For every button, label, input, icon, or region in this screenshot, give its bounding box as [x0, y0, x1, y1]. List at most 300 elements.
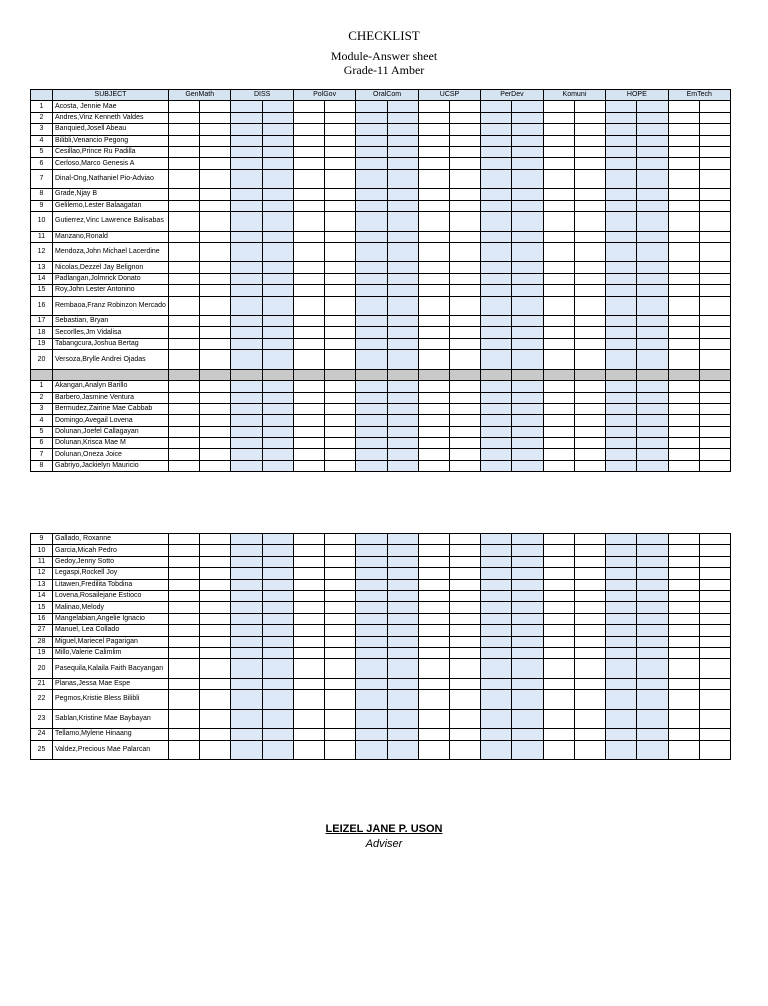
check-cell-polgov[interactable]	[293, 545, 324, 556]
check-cell-polgov[interactable]	[325, 338, 356, 349]
check-cell-emtech[interactable]	[699, 285, 730, 296]
check-cell-diss[interactable]	[231, 338, 262, 349]
check-cell-polgov[interactable]	[325, 647, 356, 658]
check-cell-diss[interactable]	[231, 740, 262, 760]
check-cell-perdev[interactable]	[481, 338, 512, 349]
check-cell-hope[interactable]	[637, 169, 668, 189]
check-cell-emtech[interactable]	[699, 556, 730, 567]
check-cell-oralcom[interactable]	[356, 135, 387, 146]
check-cell-komuni[interactable]	[543, 590, 574, 601]
check-cell-hope[interactable]	[637, 426, 668, 437]
check-cell-polgov[interactable]	[325, 392, 356, 403]
check-cell-perdev[interactable]	[481, 678, 512, 689]
check-cell-hope[interactable]	[606, 625, 637, 636]
check-cell-polgov[interactable]	[325, 659, 356, 679]
check-cell-diss[interactable]	[231, 556, 262, 567]
check-cell-ucsp[interactable]	[450, 146, 481, 157]
check-cell-genmath[interactable]	[200, 426, 231, 437]
check-cell-perdev[interactable]	[481, 146, 512, 157]
check-cell-genmath[interactable]	[169, 556, 200, 567]
check-cell-komuni[interactable]	[543, 158, 574, 169]
check-cell-ucsp[interactable]	[418, 590, 449, 601]
check-cell-komuni[interactable]	[543, 534, 574, 545]
check-cell-genmath[interactable]	[200, 189, 231, 200]
check-cell-hope[interactable]	[637, 636, 668, 647]
check-cell-genmath[interactable]	[169, 285, 200, 296]
check-cell-polgov[interactable]	[325, 200, 356, 211]
check-cell-hope[interactable]	[606, 392, 637, 403]
check-cell-perdev[interactable]	[512, 158, 543, 169]
check-cell-oralcom[interactable]	[387, 169, 418, 189]
check-cell-perdev[interactable]	[481, 709, 512, 729]
check-cell-komuni[interactable]	[574, 296, 605, 316]
check-cell-ucsp[interactable]	[418, 212, 449, 232]
check-cell-ucsp[interactable]	[418, 273, 449, 284]
check-cell-oralcom[interactable]	[387, 590, 418, 601]
check-cell-ucsp[interactable]	[449, 602, 480, 613]
check-cell-genmath[interactable]	[169, 534, 200, 545]
check-cell-polgov[interactable]	[293, 392, 324, 403]
check-cell-emtech[interactable]	[699, 296, 730, 316]
check-cell-hope[interactable]	[606, 327, 637, 338]
check-cell-oralcom[interactable]	[356, 189, 387, 200]
check-cell-perdev[interactable]	[512, 545, 543, 556]
check-cell-genmath[interactable]	[169, 296, 200, 316]
check-cell-diss[interactable]	[231, 568, 262, 579]
check-cell-ucsp[interactable]	[418, 659, 449, 679]
check-cell-diss[interactable]	[262, 296, 293, 316]
check-cell-oralcom[interactable]	[356, 296, 387, 316]
check-cell-ucsp[interactable]	[418, 101, 449, 112]
check-cell-komuni[interactable]	[543, 146, 574, 157]
check-cell-hope[interactable]	[606, 545, 637, 556]
check-cell-oralcom[interactable]	[356, 242, 387, 262]
check-cell-hope[interactable]	[637, 602, 668, 613]
check-cell-diss[interactable]	[262, 285, 293, 296]
check-cell-ucsp[interactable]	[418, 262, 449, 273]
check-cell-emtech[interactable]	[668, 231, 699, 242]
check-cell-hope[interactable]	[606, 678, 637, 689]
check-cell-oralcom[interactable]	[356, 101, 387, 112]
check-cell-diss[interactable]	[262, 625, 293, 636]
check-cell-komuni[interactable]	[574, 636, 605, 647]
check-cell-diss[interactable]	[231, 200, 262, 211]
check-cell-perdev[interactable]	[481, 316, 512, 327]
check-cell-polgov[interactable]	[325, 602, 356, 613]
check-cell-perdev[interactable]	[481, 625, 512, 636]
check-cell-hope[interactable]	[637, 729, 668, 740]
check-cell-perdev[interactable]	[512, 590, 543, 601]
check-cell-emtech[interactable]	[668, 338, 699, 349]
check-cell-emtech[interactable]	[699, 189, 730, 200]
check-cell-komuni[interactable]	[574, 392, 605, 403]
check-cell-ucsp[interactable]	[450, 101, 481, 112]
check-cell-polgov[interactable]	[325, 158, 356, 169]
check-cell-genmath[interactable]	[200, 169, 231, 189]
check-cell-diss[interactable]	[231, 659, 262, 679]
check-cell-perdev[interactable]	[512, 273, 543, 284]
check-cell-oralcom[interactable]	[387, 690, 418, 710]
check-cell-komuni[interactable]	[574, 568, 605, 579]
check-cell-ucsp[interactable]	[450, 112, 481, 123]
check-cell-perdev[interactable]	[512, 124, 543, 135]
check-cell-diss[interactable]	[231, 579, 262, 590]
check-cell-oralcom[interactable]	[387, 112, 418, 123]
check-cell-polgov[interactable]	[293, 135, 324, 146]
check-cell-ucsp[interactable]	[418, 740, 449, 760]
check-cell-oralcom[interactable]	[356, 231, 387, 242]
check-cell-perdev[interactable]	[481, 568, 512, 579]
check-cell-polgov[interactable]	[293, 158, 324, 169]
check-cell-hope[interactable]	[606, 135, 637, 146]
check-cell-komuni[interactable]	[574, 449, 605, 460]
check-cell-ucsp[interactable]	[418, 449, 449, 460]
check-cell-ucsp[interactable]	[449, 556, 480, 567]
check-cell-polgov[interactable]	[325, 112, 356, 123]
check-cell-genmath[interactable]	[169, 101, 200, 112]
check-cell-genmath[interactable]	[169, 231, 200, 242]
check-cell-komuni[interactable]	[543, 135, 574, 146]
check-cell-oralcom[interactable]	[387, 534, 418, 545]
check-cell-oralcom[interactable]	[387, 146, 418, 157]
check-cell-ucsp[interactable]	[450, 169, 481, 189]
check-cell-emtech[interactable]	[699, 678, 730, 689]
check-cell-polgov[interactable]	[325, 438, 356, 449]
check-cell-komuni[interactable]	[543, 169, 574, 189]
check-cell-diss[interactable]	[231, 534, 262, 545]
check-cell-komuni[interactable]	[574, 273, 605, 284]
check-cell-genmath[interactable]	[169, 112, 200, 123]
check-cell-komuni[interactable]	[574, 690, 605, 710]
check-cell-komuni[interactable]	[543, 415, 574, 426]
check-cell-perdev[interactable]	[481, 460, 512, 471]
check-cell-diss[interactable]	[262, 613, 293, 624]
check-cell-ucsp[interactable]	[418, 729, 449, 740]
check-cell-hope[interactable]	[606, 212, 637, 232]
check-cell-genmath[interactable]	[169, 449, 200, 460]
check-cell-hope[interactable]	[606, 709, 637, 729]
check-cell-perdev[interactable]	[512, 415, 543, 426]
check-cell-polgov[interactable]	[325, 327, 356, 338]
check-cell-genmath[interactable]	[169, 350, 200, 370]
check-cell-genmath[interactable]	[169, 135, 200, 146]
check-cell-polgov[interactable]	[325, 460, 356, 471]
check-cell-emtech[interactable]	[699, 636, 730, 647]
check-cell-hope[interactable]	[637, 146, 668, 157]
check-cell-ucsp[interactable]	[449, 534, 480, 545]
check-cell-polgov[interactable]	[293, 678, 324, 689]
check-cell-oralcom[interactable]	[387, 242, 418, 262]
check-cell-genmath[interactable]	[200, 381, 231, 392]
check-cell-oralcom[interactable]	[387, 709, 418, 729]
check-cell-oralcom[interactable]	[356, 438, 387, 449]
check-cell-genmath[interactable]	[200, 316, 231, 327]
check-cell-oralcom[interactable]	[387, 449, 418, 460]
check-cell-hope[interactable]	[606, 285, 637, 296]
check-cell-perdev[interactable]	[512, 381, 543, 392]
check-cell-komuni[interactable]	[543, 709, 574, 729]
check-cell-polgov[interactable]	[325, 124, 356, 135]
check-cell-perdev[interactable]	[512, 579, 543, 590]
check-cell-oralcom[interactable]	[356, 415, 387, 426]
check-cell-genmath[interactable]	[169, 200, 200, 211]
check-cell-komuni[interactable]	[574, 124, 605, 135]
check-cell-genmath[interactable]	[200, 273, 231, 284]
check-cell-oralcom[interactable]	[356, 690, 387, 710]
check-cell-emtech[interactable]	[668, 262, 699, 273]
check-cell-hope[interactable]	[606, 189, 637, 200]
check-cell-oralcom[interactable]	[387, 579, 418, 590]
check-cell-emtech[interactable]	[699, 740, 730, 760]
check-cell-ucsp[interactable]	[418, 392, 449, 403]
check-cell-polgov[interactable]	[325, 381, 356, 392]
check-cell-hope[interactable]	[606, 350, 637, 370]
check-cell-emtech[interactable]	[668, 296, 699, 316]
check-cell-ucsp[interactable]	[418, 568, 449, 579]
check-cell-diss[interactable]	[231, 678, 262, 689]
check-cell-perdev[interactable]	[481, 112, 512, 123]
check-cell-genmath[interactable]	[200, 212, 231, 232]
check-cell-komuni[interactable]	[574, 169, 605, 189]
check-cell-ucsp[interactable]	[418, 534, 449, 545]
check-cell-genmath[interactable]	[169, 262, 200, 273]
check-cell-oralcom[interactable]	[356, 647, 387, 658]
check-cell-hope[interactable]	[637, 350, 668, 370]
check-cell-genmath[interactable]	[200, 124, 231, 135]
check-cell-emtech[interactable]	[699, 200, 730, 211]
check-cell-komuni[interactable]	[574, 415, 605, 426]
check-cell-komuni[interactable]	[574, 426, 605, 437]
check-cell-polgov[interactable]	[325, 262, 356, 273]
check-cell-genmath[interactable]	[169, 124, 200, 135]
check-cell-polgov[interactable]	[293, 273, 324, 284]
check-cell-emtech[interactable]	[668, 545, 699, 556]
check-cell-diss[interactable]	[262, 415, 293, 426]
check-cell-emtech[interactable]	[699, 231, 730, 242]
check-cell-ucsp[interactable]	[450, 296, 481, 316]
check-cell-ucsp[interactable]	[450, 392, 481, 403]
check-cell-diss[interactable]	[231, 112, 262, 123]
check-cell-diss[interactable]	[231, 124, 262, 135]
check-cell-komuni[interactable]	[574, 545, 605, 556]
check-cell-ucsp[interactable]	[418, 285, 449, 296]
check-cell-komuni[interactable]	[543, 285, 574, 296]
check-cell-perdev[interactable]	[512, 690, 543, 710]
check-cell-oralcom[interactable]	[356, 381, 387, 392]
check-cell-oralcom[interactable]	[356, 200, 387, 211]
check-cell-ucsp[interactable]	[418, 647, 449, 658]
check-cell-oralcom[interactable]	[387, 647, 418, 658]
check-cell-komuni[interactable]	[574, 625, 605, 636]
check-cell-ucsp[interactable]	[418, 613, 449, 624]
check-cell-polgov[interactable]	[293, 659, 324, 679]
check-cell-diss[interactable]	[231, 158, 262, 169]
check-cell-komuni[interactable]	[543, 556, 574, 567]
check-cell-ucsp[interactable]	[418, 112, 449, 123]
check-cell-diss[interactable]	[262, 690, 293, 710]
check-cell-oralcom[interactable]	[356, 212, 387, 232]
check-cell-genmath[interactable]	[200, 647, 231, 658]
check-cell-genmath[interactable]	[169, 273, 200, 284]
check-cell-emtech[interactable]	[699, 426, 730, 437]
check-cell-polgov[interactable]	[293, 338, 324, 349]
check-cell-hope[interactable]	[637, 124, 668, 135]
check-cell-oralcom[interactable]	[356, 556, 387, 567]
check-cell-emtech[interactable]	[699, 460, 730, 471]
check-cell-ucsp[interactable]	[449, 659, 480, 679]
check-cell-emtech[interactable]	[668, 460, 699, 471]
check-cell-perdev[interactable]	[481, 212, 512, 232]
check-cell-perdev[interactable]	[481, 590, 512, 601]
check-cell-ucsp[interactable]	[450, 381, 481, 392]
check-cell-perdev[interactable]	[481, 659, 512, 679]
check-cell-hope[interactable]	[606, 690, 637, 710]
check-cell-komuni[interactable]	[543, 316, 574, 327]
check-cell-komuni[interactable]	[574, 590, 605, 601]
check-cell-perdev[interactable]	[512, 659, 543, 679]
check-cell-ucsp[interactable]	[450, 135, 481, 146]
check-cell-polgov[interactable]	[293, 316, 324, 327]
check-cell-emtech[interactable]	[699, 709, 730, 729]
check-cell-diss[interactable]	[231, 613, 262, 624]
check-cell-genmath[interactable]	[200, 296, 231, 316]
check-cell-polgov[interactable]	[325, 273, 356, 284]
check-cell-diss[interactable]	[231, 647, 262, 658]
check-cell-ucsp[interactable]	[418, 636, 449, 647]
check-cell-polgov[interactable]	[325, 625, 356, 636]
check-cell-emtech[interactable]	[668, 678, 699, 689]
check-cell-oralcom[interactable]	[356, 740, 387, 760]
check-cell-oralcom[interactable]	[387, 158, 418, 169]
check-cell-hope[interactable]	[606, 438, 637, 449]
check-cell-hope[interactable]	[606, 146, 637, 157]
check-cell-oralcom[interactable]	[356, 112, 387, 123]
check-cell-emtech[interactable]	[699, 112, 730, 123]
check-cell-genmath[interactable]	[169, 729, 200, 740]
check-cell-komuni[interactable]	[574, 112, 605, 123]
check-cell-hope[interactable]	[606, 231, 637, 242]
check-cell-hope[interactable]	[606, 460, 637, 471]
check-cell-polgov[interactable]	[325, 534, 356, 545]
check-cell-genmath[interactable]	[200, 678, 231, 689]
check-cell-oralcom[interactable]	[356, 350, 387, 370]
check-cell-oralcom[interactable]	[387, 415, 418, 426]
check-cell-diss[interactable]	[262, 169, 293, 189]
check-cell-hope[interactable]	[606, 273, 637, 284]
check-cell-genmath[interactable]	[200, 579, 231, 590]
check-cell-hope[interactable]	[637, 690, 668, 710]
check-cell-ucsp[interactable]	[449, 590, 480, 601]
check-cell-polgov[interactable]	[325, 242, 356, 262]
check-cell-polgov[interactable]	[325, 285, 356, 296]
check-cell-oralcom[interactable]	[356, 460, 387, 471]
check-cell-komuni[interactable]	[574, 350, 605, 370]
check-cell-emtech[interactable]	[668, 381, 699, 392]
check-cell-hope[interactable]	[637, 659, 668, 679]
check-cell-komuni[interactable]	[574, 659, 605, 679]
check-cell-komuni[interactable]	[543, 242, 574, 262]
check-cell-komuni[interactable]	[574, 212, 605, 232]
check-cell-oralcom[interactable]	[387, 327, 418, 338]
check-cell-diss[interactable]	[231, 636, 262, 647]
check-cell-oralcom[interactable]	[356, 636, 387, 647]
check-cell-hope[interactable]	[606, 534, 637, 545]
check-cell-genmath[interactable]	[200, 146, 231, 157]
check-cell-ucsp[interactable]	[418, 381, 449, 392]
check-cell-oralcom[interactable]	[387, 135, 418, 146]
check-cell-ucsp[interactable]	[449, 613, 480, 624]
check-cell-diss[interactable]	[231, 212, 262, 232]
check-cell-diss[interactable]	[231, 296, 262, 316]
check-cell-diss[interactable]	[231, 415, 262, 426]
check-cell-ucsp[interactable]	[450, 242, 481, 262]
check-cell-perdev[interactable]	[512, 602, 543, 613]
check-cell-polgov[interactable]	[325, 449, 356, 460]
check-cell-polgov[interactable]	[293, 729, 324, 740]
check-cell-komuni[interactable]	[574, 613, 605, 624]
check-cell-ucsp[interactable]	[418, 169, 449, 189]
check-cell-perdev[interactable]	[481, 273, 512, 284]
check-cell-oralcom[interactable]	[387, 381, 418, 392]
check-cell-perdev[interactable]	[481, 415, 512, 426]
check-cell-polgov[interactable]	[325, 556, 356, 567]
check-cell-emtech[interactable]	[668, 568, 699, 579]
check-cell-perdev[interactable]	[481, 534, 512, 545]
check-cell-diss[interactable]	[262, 740, 293, 760]
check-cell-ucsp[interactable]	[418, 415, 449, 426]
check-cell-emtech[interactable]	[668, 613, 699, 624]
check-cell-oralcom[interactable]	[387, 625, 418, 636]
check-cell-emtech[interactable]	[668, 709, 699, 729]
check-cell-polgov[interactable]	[325, 426, 356, 437]
check-cell-hope[interactable]	[606, 590, 637, 601]
check-cell-hope[interactable]	[606, 602, 637, 613]
check-cell-diss[interactable]	[231, 146, 262, 157]
check-cell-diss[interactable]	[262, 602, 293, 613]
check-cell-ucsp[interactable]	[449, 729, 480, 740]
check-cell-hope[interactable]	[637, 534, 668, 545]
check-cell-oralcom[interactable]	[387, 101, 418, 112]
check-cell-genmath[interactable]	[200, 242, 231, 262]
check-cell-komuni[interactable]	[543, 296, 574, 316]
check-cell-ucsp[interactable]	[450, 449, 481, 460]
check-cell-emtech[interactable]	[699, 327, 730, 338]
check-cell-perdev[interactable]	[512, 438, 543, 449]
check-cell-perdev[interactable]	[512, 101, 543, 112]
check-cell-komuni[interactable]	[543, 200, 574, 211]
check-cell-komuni[interactable]	[543, 338, 574, 349]
check-cell-oralcom[interactable]	[356, 262, 387, 273]
check-cell-perdev[interactable]	[512, 231, 543, 242]
check-cell-perdev[interactable]	[512, 200, 543, 211]
check-cell-hope[interactable]	[606, 647, 637, 658]
check-cell-emtech[interactable]	[699, 729, 730, 740]
check-cell-diss[interactable]	[231, 316, 262, 327]
check-cell-diss[interactable]	[262, 101, 293, 112]
check-cell-polgov[interactable]	[293, 146, 324, 157]
check-cell-diss[interactable]	[231, 625, 262, 636]
check-cell-hope[interactable]	[606, 262, 637, 273]
check-cell-genmath[interactable]	[169, 438, 200, 449]
check-cell-ucsp[interactable]	[450, 285, 481, 296]
check-cell-genmath[interactable]	[200, 403, 231, 414]
check-cell-genmath[interactable]	[200, 613, 231, 624]
check-cell-ucsp[interactable]	[450, 327, 481, 338]
check-cell-oralcom[interactable]	[387, 200, 418, 211]
check-cell-komuni[interactable]	[543, 403, 574, 414]
check-cell-emtech[interactable]	[668, 273, 699, 284]
check-cell-polgov[interactable]	[325, 545, 356, 556]
